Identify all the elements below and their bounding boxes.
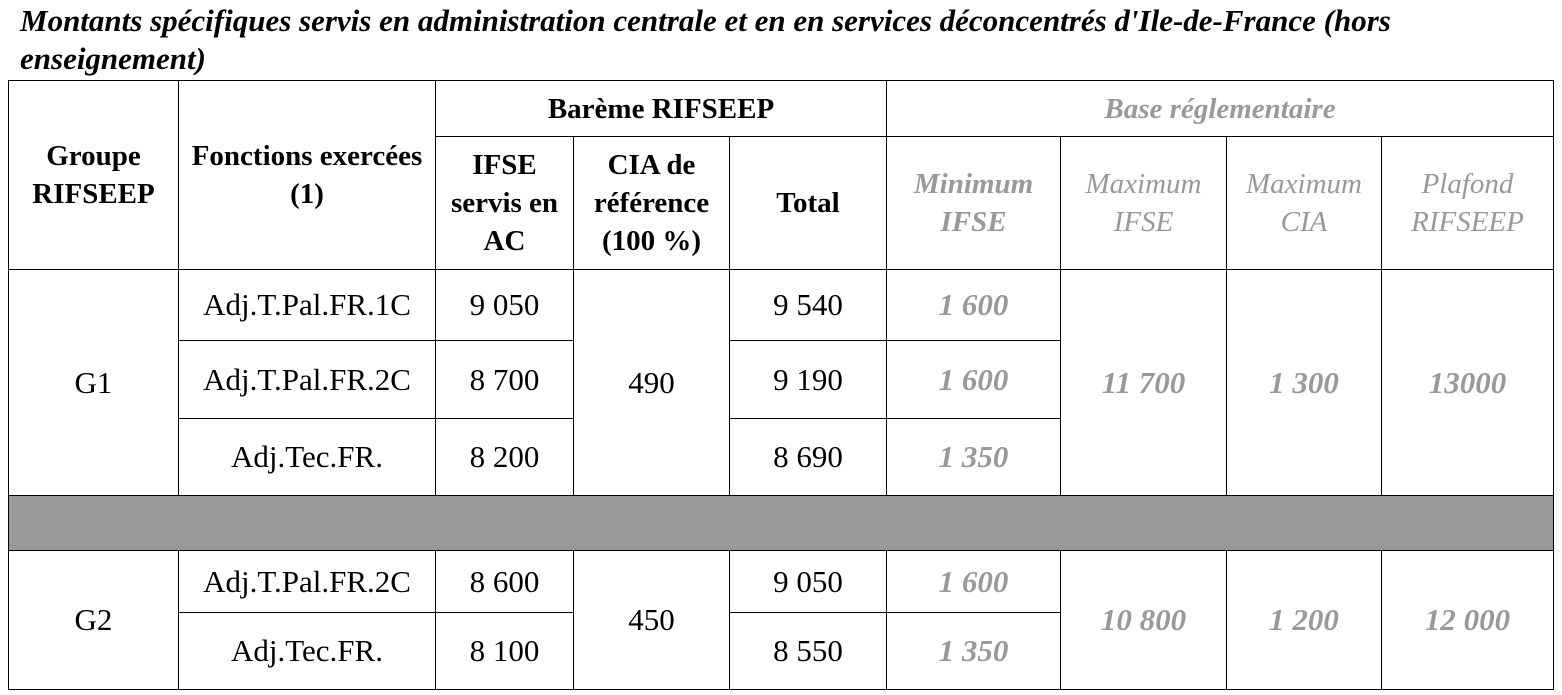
ifse-cell: 8 200 — [436, 419, 574, 496]
fonction-cell: Adj.T.Pal.FR.1C — [179, 270, 436, 341]
total-cell: 9 540 — [730, 270, 887, 341]
max-ifse-cell: 11 700 — [1061, 270, 1227, 496]
header-bareme: Barème RIFSEEP — [436, 81, 887, 137]
cia-cell: 450 — [574, 551, 730, 690]
header-cia: CIA de référence (100 %) — [574, 137, 730, 270]
header-max-cia: Maximum CIA — [1227, 137, 1382, 270]
total-cell: 9 190 — [730, 341, 887, 419]
fonction-cell: Adj.Tec.FR. — [179, 613, 436, 690]
header-total: Total — [730, 137, 887, 270]
ifse-cell: 8 100 — [436, 613, 574, 690]
fonction-cell: Adj.T.Pal.FR.2C — [179, 551, 436, 613]
max-cia-cell: 1 200 — [1227, 551, 1382, 690]
fonction-cell: Adj.T.Pal.FR.2C — [179, 341, 436, 419]
plafond-cell: 12 000 — [1382, 551, 1554, 690]
min-ifse-cell: 1 600 — [887, 341, 1061, 419]
fonction-cell: Adj.Tec.FR. — [179, 419, 436, 496]
ifse-cell: 8 600 — [436, 551, 574, 613]
total-cell: 8 690 — [730, 419, 887, 496]
table-title: Montants spécifiques servis en administration centrale et en en services déconcentrés d'Ile-de-France (hors enseignement) — [20, 3, 1391, 76]
group-name: G2 — [9, 551, 179, 690]
min-ifse-cell: 1 600 — [887, 551, 1061, 613]
header-base-reglementaire: Base réglementaire — [887, 81, 1554, 137]
plafond-cell: 13000 — [1382, 270, 1554, 496]
min-ifse-cell: 1 350 — [887, 419, 1061, 496]
min-ifse-cell: 1 600 — [887, 270, 1061, 341]
total-cell: 9 050 — [730, 551, 887, 613]
table-row — [9, 270, 1554, 341]
cia-cell: 490 — [574, 270, 730, 496]
max-cia-cell: 1 300 — [1227, 270, 1382, 496]
rifseep-table — [8, 80, 1554, 690]
ifse-cell: 9 050 — [436, 270, 574, 341]
header-plafond: Plafond RIFSEEP — [1382, 137, 1554, 270]
header-fonctions: Fonctions exercées (1) — [179, 81, 436, 270]
max-ifse-cell: 10 800 — [1061, 551, 1227, 690]
table-row — [9, 551, 1554, 613]
header-ifse: IFSE servis en AC — [436, 137, 574, 270]
separator-cell — [9, 496, 1554, 551]
header-min-ifse: Minimum IFSE — [887, 137, 1061, 270]
total-cell: 8 550 — [730, 613, 887, 690]
header-max-ifse: Maximum IFSE — [1061, 137, 1227, 270]
header-groupe: Groupe RIFSEEP — [9, 81, 179, 270]
min-ifse-cell: 1 350 — [887, 613, 1061, 690]
ifse-cell: 8 700 — [436, 341, 574, 419]
group-separator — [9, 496, 1554, 551]
group-name: G1 — [9, 270, 179, 496]
